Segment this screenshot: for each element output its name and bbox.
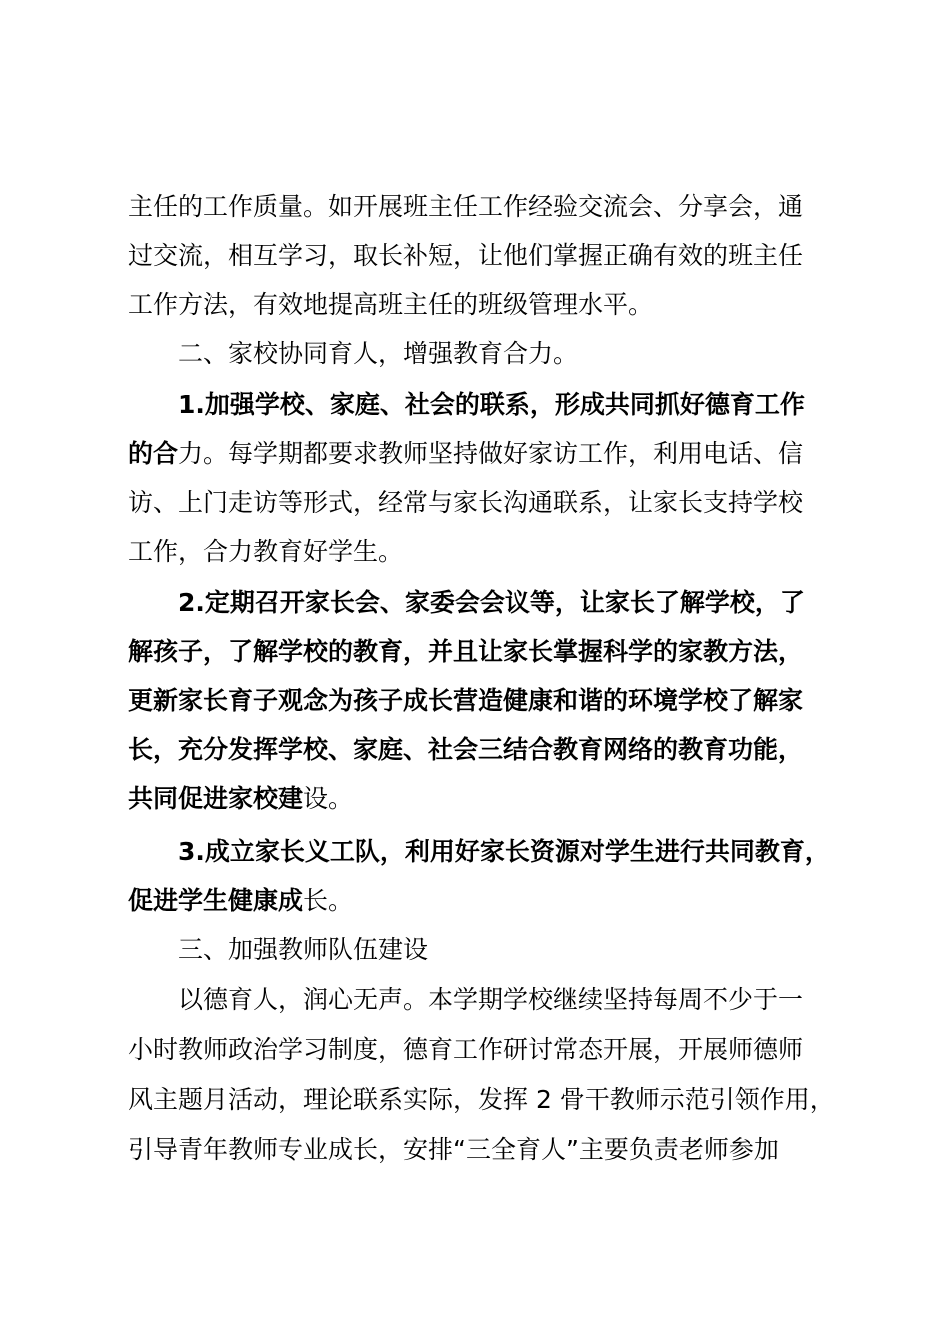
item-1-line-3 — [128, 483, 803, 523]
bold-segment: 2.定期召开家长会、家委会会议等，让家长了解学校，了 — [178, 588, 805, 617]
text-segment: 风主题月活动，理论联系实际，发挥 2 骨干教师示范引领作用， — [128, 1085, 835, 1114]
body-line-final-2 — [128, 1030, 803, 1070]
bold-segment: 共同促进家校建 — [128, 784, 304, 813]
heading-text: 二、家校协同育人，增强教育合力。 — [178, 339, 579, 368]
body-line-2 — [128, 236, 803, 276]
text-segment: 引导青年教师专业成长，安排“三全育人”主要负责老师参加 — [128, 1135, 779, 1164]
section-heading-3 — [178, 930, 428, 970]
text-segment: 工作方法，有效地提高班主任的班级管理水平。 — [128, 290, 654, 319]
item-2-line-4 — [128, 730, 803, 770]
item-3-line-1 — [178, 832, 830, 872]
section-heading-2 — [178, 334, 578, 374]
text-segment: 力。每学期都要求教师坚持做好家访工作，利用电话、信 — [178, 439, 804, 468]
text-segment: 设。 — [303, 784, 354, 813]
item-2-line-2 — [128, 632, 803, 672]
body-line-1 — [128, 187, 803, 227]
text-segment: 以德育人，润心无声。本学期学校继续坚持每周不少于一 — [178, 985, 804, 1014]
text-segment: 长。 — [303, 886, 354, 915]
item-1-line-1 — [178, 385, 805, 425]
bold-segment: 的合 — [128, 439, 179, 468]
bold-segment: 1.加强学校、家庭、社会的联系，形成共同抓好德育工作 — [178, 390, 805, 419]
body-line-3 — [128, 285, 653, 325]
item-3-line-2 — [128, 881, 353, 921]
text-segment: 访、上门走访等形式，经常与家长沟通联系，让家长支持学校 — [128, 488, 804, 517]
heading-text: 三、加强教师队伍建设 — [178, 935, 429, 964]
body-line-final-4 — [128, 1130, 779, 1170]
item-2-line-3 — [128, 681, 803, 721]
bold-segment: 3.成立家长义工队，利用好家长资源对学生进行共同教育， — [178, 837, 830, 866]
body-line-final-1 — [178, 980, 803, 1020]
bold-segment: 更新家长育子观念为孩子成长营造健康和谐的环境学校了解家 — [128, 686, 804, 715]
text-segment: 过交流，相互学习，取长补短，让他们掌握正确有效的班主任 — [128, 241, 804, 270]
text-segment: 工作，合力教育好学生。 — [128, 537, 404, 566]
bold-segment: 促进学生健康成 — [128, 886, 304, 915]
text-segment: 小时教师政治学习制度，德育工作研讨常态开展，开展师德师 — [128, 1035, 804, 1064]
item-2-line-1 — [178, 583, 805, 623]
text-segment: 主任的工作质量。如开展班主任工作经验交流会、分享会，通 — [128, 192, 804, 221]
item-1-line-4 — [128, 532, 403, 572]
bold-segment: 长，充分发挥学校、家庭、社会三结合教育网络的教育功能， — [128, 735, 804, 764]
body-line-final-3 — [128, 1080, 835, 1120]
item-1-line-2 — [128, 434, 803, 474]
item-2-line-5 — [128, 779, 353, 819]
bold-segment: 解孩子，了解学校的教育，并且让家长掌握科学的家教方法， — [128, 637, 804, 666]
